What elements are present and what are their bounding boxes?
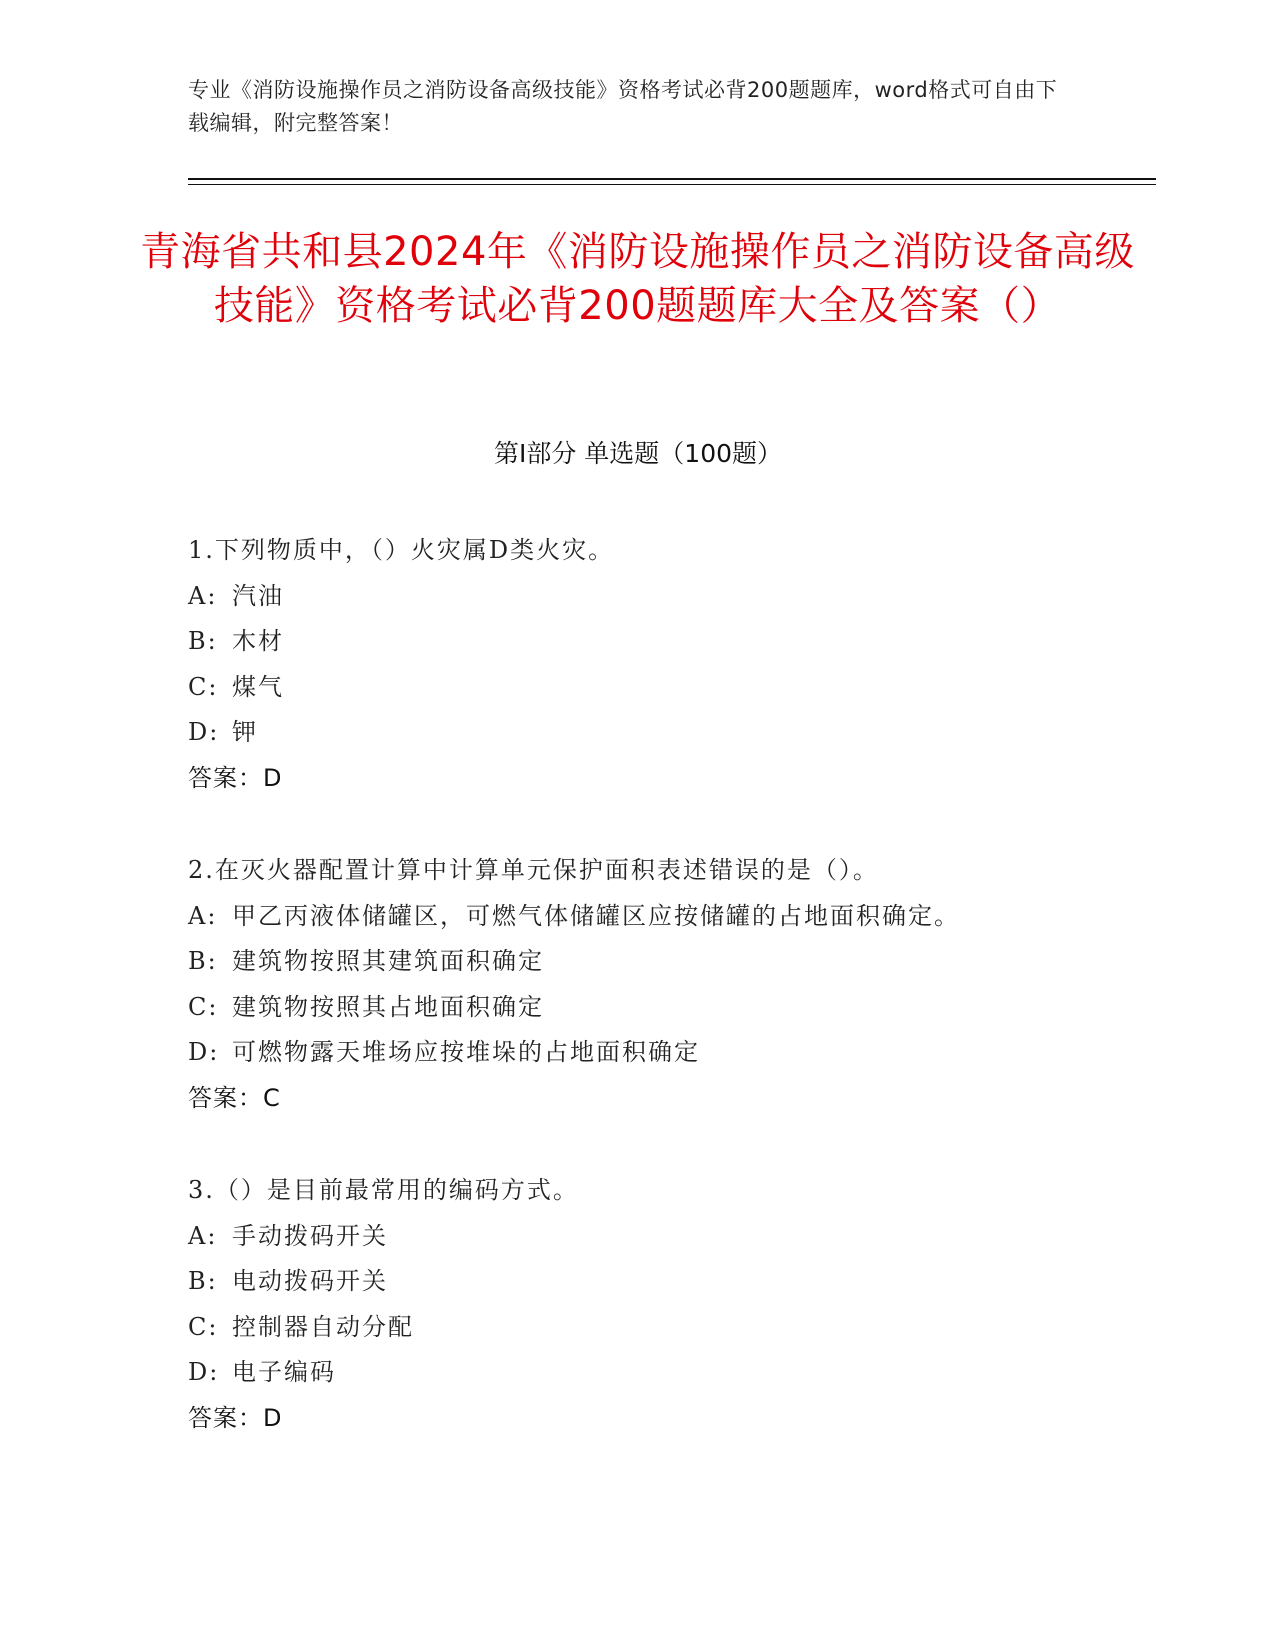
option-text: 控制器自动分配 (232, 1312, 414, 1341)
option-text: 钾 (232, 718, 258, 746)
question-block (188, 528, 1148, 801)
option-text: 建筑物按照其占地面积确定 (232, 992, 544, 1021)
option-text: 电动拨码开关 (232, 1267, 388, 1295)
question-stem: 1.下列物质中，（）火灾属D类火灾。 (188, 536, 615, 564)
option-text: 建筑物按照其建筑面积确定 (232, 947, 544, 975)
option-text: 汽油 (232, 581, 284, 610)
option-text: 甲乙丙液体储罐区，可燃气体储罐区应按储罐的占地面积确定。 (232, 901, 960, 930)
option-label: C: (188, 1312, 219, 1341)
document-header-note: 专业《消防设施操作员之消防设备高级技能》资格考试必背200题题库，word格式可自由下载编辑，附完整答案！ (188, 78, 1058, 135)
option-b (188, 619, 1148, 665)
option-c (188, 985, 1148, 1031)
option-c (188, 1305, 1148, 1351)
question-block (188, 1168, 1148, 1441)
header-divider-thin (188, 184, 1156, 185)
question-stem: 3.（）是目前最常用的编码方式。 (188, 1176, 579, 1204)
option-text: 煤气 (232, 672, 284, 701)
question-block (188, 848, 1148, 1121)
option-text: 可燃物露天堆场应按堆垛的占地面积确定 (232, 1038, 700, 1066)
option-label: A: (188, 901, 218, 930)
option-d (188, 710, 1148, 756)
option-b (188, 1259, 1148, 1305)
option-c (188, 665, 1148, 711)
header-divider-thick (188, 178, 1156, 180)
document-title: 青海省共和县2024年《消防设施操作员之消防设备高级技能》资格考试必背200题题库大全及答案（） (140, 229, 1135, 329)
option-label: B: (188, 627, 218, 655)
option-label: A: (188, 1221, 218, 1250)
option-a (188, 574, 1148, 620)
option-label: B: (188, 1267, 218, 1295)
option-label: D: (188, 718, 220, 746)
answer-line: 答案：D (188, 763, 283, 792)
option-d (188, 1350, 1148, 1396)
option-a (188, 1214, 1148, 1260)
option-text: 电子编码 (232, 1358, 336, 1386)
option-label: C: (188, 672, 219, 701)
option-text: 手动拨码开关 (232, 1221, 388, 1250)
option-label: D: (188, 1358, 220, 1386)
answer-line: 答案：D (188, 1403, 283, 1432)
answer-line: 答案：C (188, 1083, 281, 1112)
section-heading: 第I部分 单选题（100题） (493, 439, 783, 468)
option-label: A: (188, 581, 218, 610)
option-label: B: (188, 947, 218, 975)
option-label: D: (188, 1038, 220, 1066)
option-label: C: (188, 992, 219, 1021)
option-text: 木材 (232, 627, 284, 655)
question-stem: 2.在灭火器配置计算中计算单元保护面积表述错误的是（）。 (188, 856, 879, 884)
option-b (188, 939, 1148, 985)
option-a (188, 894, 1148, 940)
option-d (188, 1030, 1148, 1076)
